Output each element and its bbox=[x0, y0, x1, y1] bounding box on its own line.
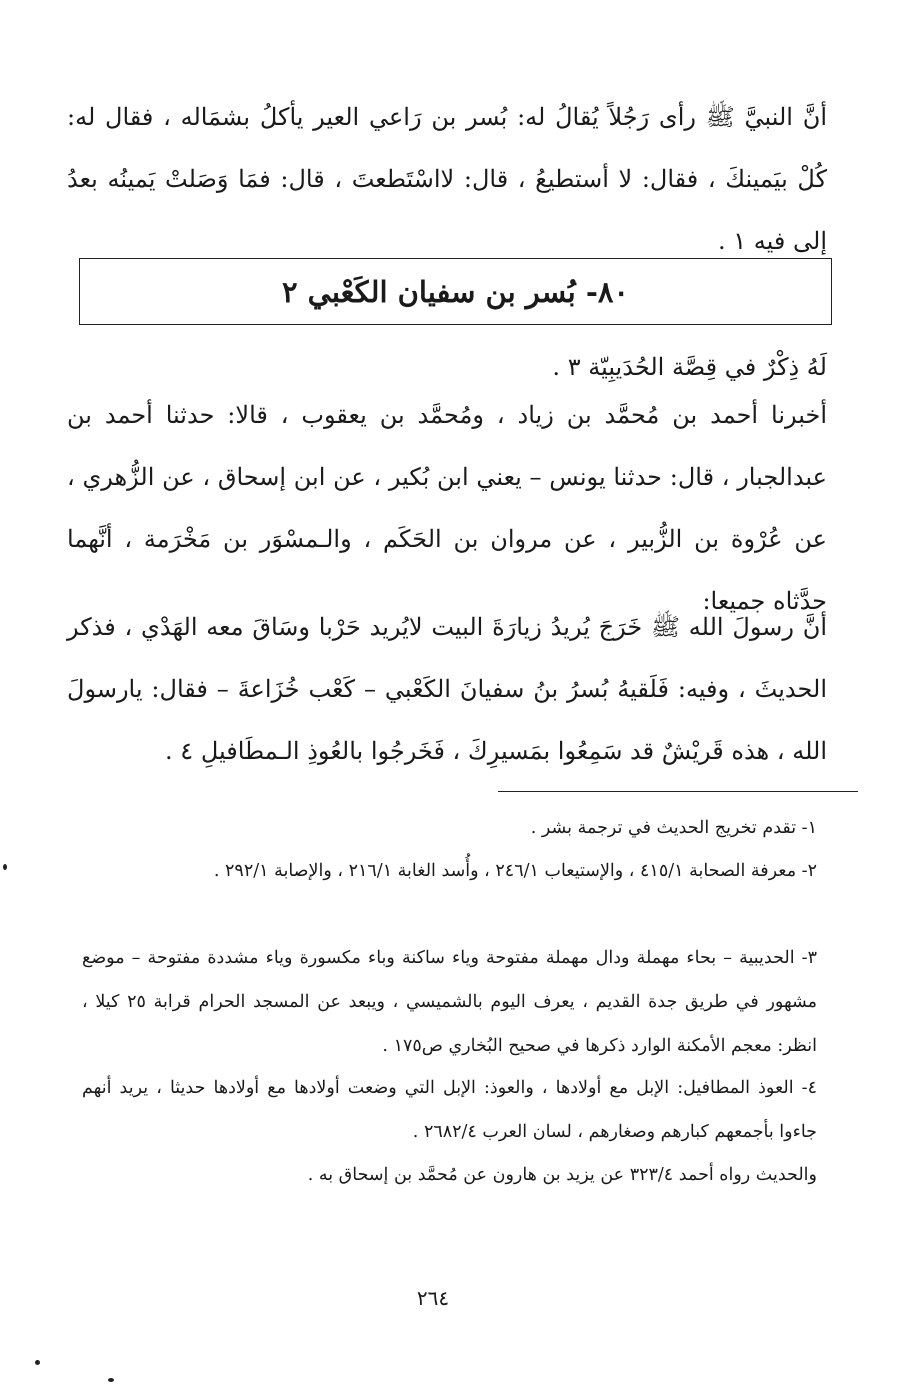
footnote-tail: والحديث رواه أحمد ٣٢٣/٤ عن يزيد بن هارون عن مُحمَّد بن إسحاق به . bbox=[307, 1165, 817, 1185]
footnote-divider bbox=[498, 791, 858, 792]
scan-speck bbox=[108, 1378, 114, 1382]
scan-speck bbox=[35, 1360, 40, 1365]
mention-line: لَهُ ذِكْرٌ في قِصَّة الحُدَيبِيّة ٣ . bbox=[552, 353, 827, 381]
page-number: ٢٦٤ bbox=[416, 1286, 450, 1310]
footnote-1: ١- تقدم تخريج الحديث في ترجمة بشر . bbox=[530, 818, 817, 838]
intro-paragraph: أنَّ النبيَّ ﷺ رأى رَجُلاً يُقالُ له: بُسر بن رَاعي العير يأكلُ بشمَاله ، فقال له: كُلْ بيَمينكَ ، فقال: لا أستطيعُ ، قال: لااسْتَطعتَ ، قال: فمَا وَصَلتْ يَمينُه بعدُ إلى فيه ١ . bbox=[67, 103, 827, 255]
section-heading: ٨٠- بُسر بن سفيان الكَعْبي ٢ bbox=[282, 274, 630, 309]
footnote-3: ٣- الحديبية – بحاء مهملة ودال مهملة مفتوحة وياء ساكنة وباء مكسورة وياء مشددة مفتوحة – موضع مشهور في طريق جدة القديم ، يعرف اليوم بالشميسي ، ويبعد عن المسجد الحرام قرابة ٢٥ كيلا ، انظر: معجم الأمكنة الوارد ذكرها في صحيح البُخاري ص١٧٥ . bbox=[82, 948, 817, 1056]
matn-paragraph: أنَّ رسولَ الله ﷺ خَرَجَ يُريدُ زيارَةَ البيت لايُريد حَرْبا وسَاقَ معه الهَدْي ، فذكر الحديثَ ، وفيه: فَلَقيهُ بُسرُ بنُ سفيانَ الكَعْبي – كَعْب خُزَاعةَ – فقال: يارسولَ الله ، هذه قَريْشٌ قد سَمِعُوا بمَسيرِكَ ، فَخَرجُوا بالعُوذِ الـمطَافيلِ ٤ . bbox=[67, 613, 828, 765]
footnote-4: ٤- العوذ المطافيل: الإبل مع أولادها ، والعوذ: الإبل التي وضعت أولادها مع أولادها حديثا ، يريد أنهم جاءوا بأجمعهم كبارهم وصغارهم ، لسان العرب ٢٦٨٢/٤ . bbox=[82, 1078, 817, 1142]
isnad-paragraph: أخبرنا أحمد بن مُحمَّد بن زياد ، ومُحمَّد بن يعقوب ، قالا: حدثنا أحمد بن عبدالجبار ، قال: حدثنا يونس – يعني ابن بُكير ، عن ابن إسحاق ، عن الزُّهري ، عن عُرْوة بن الزُّبير ، عن مروان بن الحَكَم ، والـمسْوَر بن مَخْرَمة ، أنَّهما حدَّثاه جميعا: bbox=[67, 401, 827, 615]
footnote-2: ٢- معرفة الصحابة ٤١٥/١ ، والإستيعاب ٢٤٦/١ ، وأُسد الغابة ٢١٦/١ ، والإصابة ٢٩٢/١ . bbox=[213, 861, 817, 881]
scan-speck bbox=[3, 864, 7, 870]
section-heading-box bbox=[79, 258, 832, 325]
